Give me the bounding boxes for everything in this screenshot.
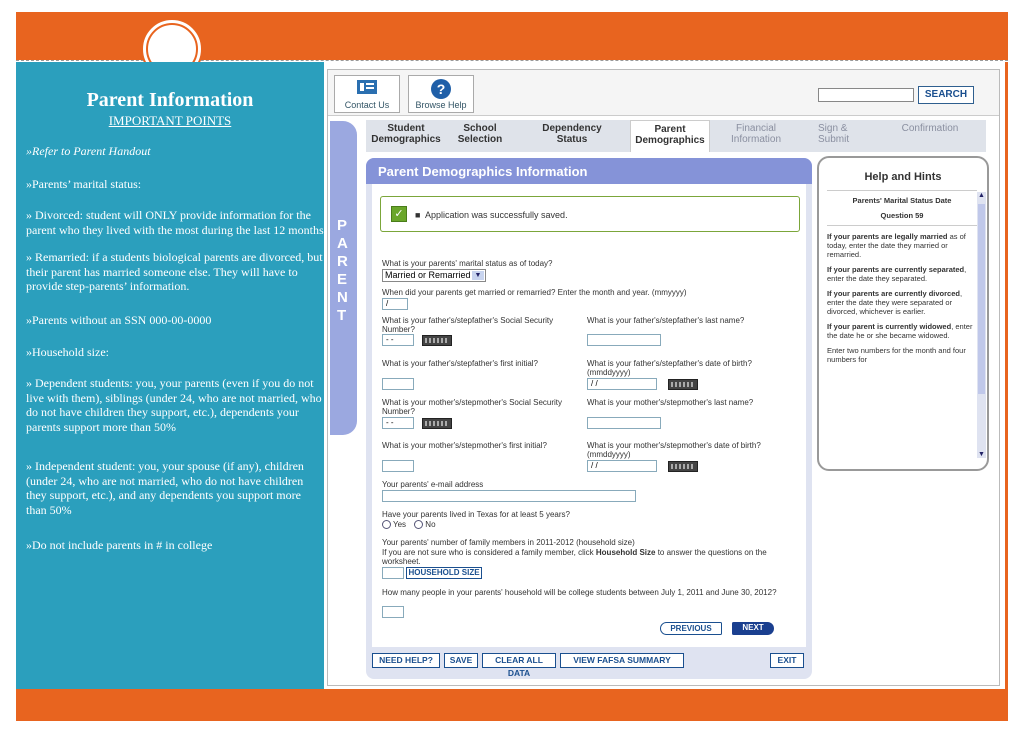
search-button[interactable]: SEARCH	[918, 86, 974, 104]
view-summary-button[interactable]: VIEW FAFSA SUMMARY	[560, 653, 684, 668]
help-divorced: If your parents are currently divorced, enter the date they were separated or divorced, whichever is earlier.	[827, 289, 963, 316]
vtab-letter: T	[337, 307, 347, 324]
scroll-thumb[interactable]	[978, 204, 985, 394]
save-button[interactable]: SAVE	[444, 653, 478, 668]
slide-title: Parent Information	[86, 89, 254, 111]
check-icon: ✓	[391, 206, 407, 222]
label-mother-dob: What is your mother's/stepmother's date of birth? (mmddyyyy)	[587, 441, 761, 459]
point-dependent: » Dependent students: you, your parents (even if you do not live with them), siblings (under 24, who are not married, who do not have children they support, etc.), dependents your parents support more than 50%	[26, 376, 322, 434]
info-panel	[16, 62, 324, 689]
help-separated: If your parents are currently separated, enter the date they separated.	[827, 265, 967, 283]
clear-all-button[interactable]: CLEAR ALL DATA	[482, 653, 556, 668]
search-input[interactable]	[818, 88, 914, 102]
keyboard-icon[interactable]	[422, 335, 452, 346]
help-married: If your parents are legally married as of today, enter the date they married or remarried.	[827, 232, 966, 259]
household-size-button[interactable]: HOUSEHOLD SIZE	[406, 567, 482, 579]
email-input[interactable]	[382, 490, 636, 502]
help-format: Enter two numbers for the month and four numbers for	[827, 346, 966, 364]
saved-text: Application was successfully saved.	[425, 210, 568, 220]
mother-ssn-input[interactable]: - -	[382, 417, 414, 429]
step-confirmation[interactable]: Confirmation	[901, 123, 959, 134]
step-school-selection[interactable]: School Selection	[457, 123, 503, 145]
point-college: »Do not include parents in # in college	[26, 538, 213, 552]
label-email: Your parents' e-mail address	[382, 480, 484, 489]
help-question: Question 59	[827, 211, 977, 226]
contact-us-button[interactable]: Contact Us	[334, 75, 400, 113]
browse-help-button[interactable]: ? Browse Help	[408, 75, 474, 113]
radio-yes[interactable]	[382, 520, 391, 529]
help-title: Help and Hints	[864, 171, 942, 183]
save-confirmation	[380, 196, 800, 232]
label-marital: What is your parents' marital status as of today?	[382, 259, 553, 268]
help-subtitle: Parents' Marital Status Date	[852, 196, 952, 205]
keyboard-icon[interactable]	[422, 418, 452, 429]
step-financial-information[interactable]: Financial Information	[730, 123, 782, 145]
mother-last-input[interactable]	[587, 417, 661, 429]
help-content	[827, 190, 977, 464]
father-ssn-input[interactable]: - -	[382, 334, 414, 346]
father-last-input[interactable]	[587, 334, 661, 346]
keyboard-icon[interactable]	[668, 461, 698, 472]
help-icon	[429, 78, 453, 100]
label-married-date: When did your parents get married or remarried? Enter the month and year. (mmyyyy)	[382, 288, 687, 297]
form-panel	[366, 158, 812, 679]
radio-no[interactable]	[414, 520, 423, 529]
need-help-button[interactable]: NEED HELP?	[372, 653, 440, 668]
point-divorced: » Divorced: student will ONLY provide information for the parent who they lived with the most during the last 12 months	[26, 208, 324, 237]
label-college: How many people in your parents' household will be college students between July 1, 2011 and June 30, 2012?	[382, 588, 777, 597]
step-dependency-status[interactable]: Dependency Status	[542, 123, 602, 145]
label-father-last: What is your father's/stepfather's last name?	[587, 316, 745, 325]
step-student-demographics[interactable]: Student Demographics	[371, 123, 441, 145]
step-nav	[366, 120, 986, 152]
slide-subtitle: IMPORTANT POINTS	[108, 113, 232, 128]
label-father-ssn: What is your father's/stepfather's Social Security Number?	[382, 316, 554, 334]
mother-first-input[interactable]	[382, 460, 414, 472]
father-first-input[interactable]	[382, 378, 414, 390]
chevron-up-icon[interactable]: ▲	[978, 192, 985, 199]
label-mother-last: What is your mother's/stepmother's last name?	[587, 398, 754, 407]
married-date-input[interactable]: /	[382, 298, 408, 310]
college-count-input[interactable]	[382, 606, 404, 618]
label-household: Your parents' number of family members in 2011-2012 (household size)	[382, 538, 635, 547]
chevron-down-icon: ▼	[472, 271, 484, 280]
household-help-text: If you are not sure who is considered a family member, click Household Size to answer the questions on the worksheet.	[382, 548, 767, 566]
mother-dob-input[interactable]: / /	[587, 460, 657, 472]
parent-form	[372, 184, 806, 647]
bottom-bar	[16, 689, 1008, 721]
household-size-input[interactable]	[382, 567, 404, 579]
right-border	[1005, 62, 1008, 689]
point-ssn: »Parents without an SSN 000-00-0000	[26, 313, 212, 327]
label-father-dob: What is your father's/stepfather's date of birth? (mmddyyyy)	[587, 359, 752, 377]
vtab-letter: P	[337, 217, 348, 234]
previous-button[interactable]: PREVIOUS	[660, 622, 722, 635]
label-father-first: What is your father's/stepfather's first initial?	[382, 359, 539, 368]
section-tab	[330, 121, 357, 435]
vtab-letter: N	[337, 289, 348, 306]
marital-status-select[interactable]: Married or Remarried ▼	[382, 269, 486, 282]
contact-icon	[355, 78, 379, 100]
next-button[interactable]: NEXT	[732, 622, 774, 635]
vtab-letter: E	[337, 271, 348, 288]
help-hints-panel	[817, 156, 989, 471]
keyboard-icon[interactable]	[668, 379, 698, 390]
vtab-letter: A	[337, 235, 348, 252]
fafsa-window	[327, 69, 1000, 686]
point-household: »Household size:	[26, 345, 109, 359]
exit-button[interactable]: EXIT	[770, 653, 804, 668]
chevron-down-icon[interactable]: ▼	[978, 451, 985, 458]
step-parent-demographics[interactable]: Parent Demographics	[630, 120, 710, 152]
texas-radio-group: Yes No	[382, 520, 482, 529]
point-marital: »Parents’ marital status:	[26, 177, 142, 191]
label-mother-ssn: What is your mother's/stepmother's Social Security Number?	[382, 398, 563, 416]
help-widowed: If your parent is currently widowed, enter the date he or she became widowed.	[827, 322, 973, 340]
label-mother-first: What is your mother's/stepmother's first initial?	[382, 441, 547, 450]
toolbar	[328, 70, 999, 116]
panel-title: Parent Demographics Information	[366, 158, 812, 184]
father-dob-input[interactable]: / /	[587, 378, 657, 390]
point-handout: »Refer to Parent Handout	[26, 144, 151, 158]
label-texas: Have your parents lived in Texas for at least 5 years?	[382, 510, 570, 519]
point-independent: » Independent student: you, your spouse (if any), children (under 24, who are not married, who do not have children they support, etc.), and any dependents you support more than 50%	[26, 459, 304, 517]
bullet: ■	[415, 210, 421, 220]
point-remarried: » Remarried: if a students biological parents are divorced, but their parent has married someone else. They will have to provide step-parents’ information.	[26, 250, 323, 293]
help-scrollbar[interactable]	[977, 192, 986, 458]
svg-text:?: ?	[436, 81, 446, 97]
step-sign-submit[interactable]: Sign & Submit	[818, 123, 850, 145]
vtab-letter: R	[337, 253, 348, 270]
